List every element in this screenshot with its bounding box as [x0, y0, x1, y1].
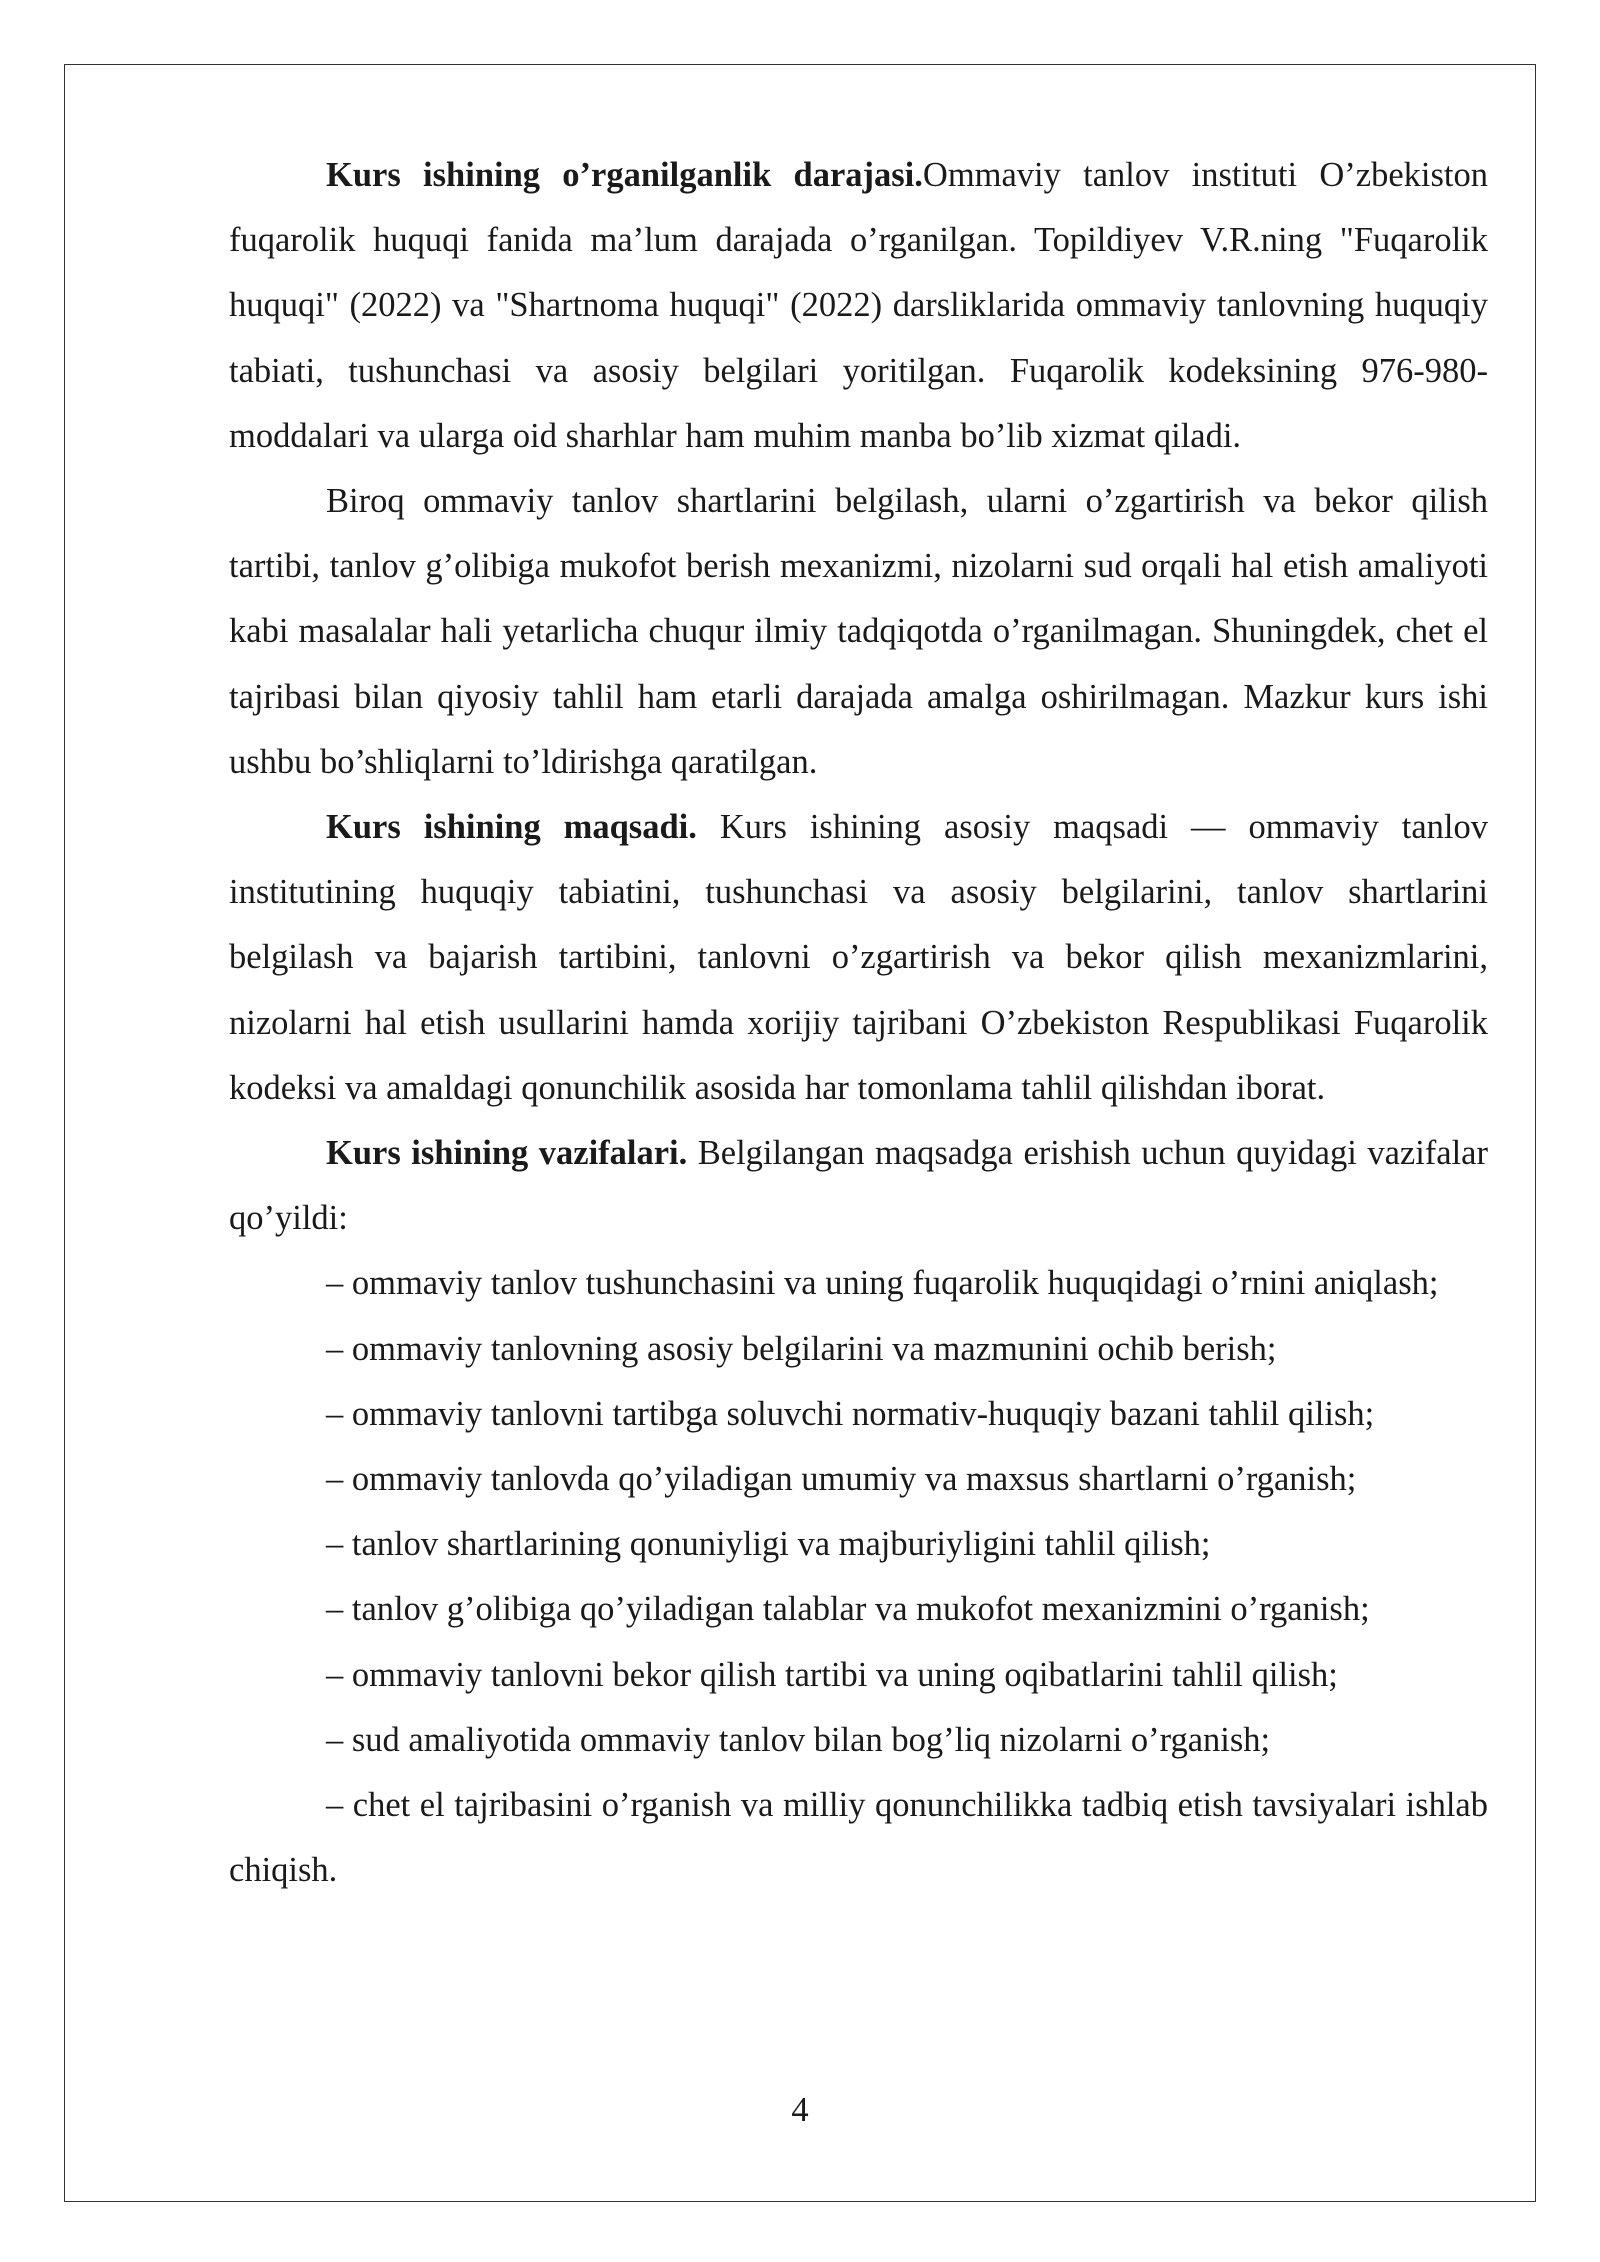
paragraph-study-level: [229, 143, 1488, 469]
paragraph-tasks-intro-text: Belgilangan maqsadga erishish uchun quyidagi vazifalar qo’yildi:: [229, 1134, 1488, 1238]
document-body: [229, 143, 1488, 1903]
paragraph-goal-text: Kurs ishining asosiy maqsadi — ommaviy tanlov institutining huquqiy tabiatini, tushunchasi va asosiy belgilarini, tanlov shartlarini belgilash va bajarish tartibini, tanlovni o’zgartirish va bekor qilish mexanizmlarini, nizolarni hal etish usullarini hamda xorijiy tajribani O’zbekiston Respublikasi Fuqarolik kodeksi va amaldagi qonunchilik asosida har tomonlama tahlil qilishdan iborat.: [229, 808, 1488, 1107]
heading-goal: Kurs ishining maqsadi.: [326, 808, 697, 847]
paragraph-goal: [229, 795, 1488, 1121]
task-item: – ommaviy tanlovni tartibga soluvchi normativ-huquqiy bazani tahlil qilish;: [326, 1394, 1375, 1433]
task-item: – ommaviy tanlov tushunchasini va uning fuqarolik huquqidagi o’rnini aniqlash;: [326, 1264, 1439, 1303]
task-item: – chet el tajribasini o’rganish va milliy qonunchilikka tadbiq etish tavsiyalari ishlab chiqish.: [229, 1786, 1488, 1890]
task-item: – ommaviy tanlovni bekor qilish tartibi va uning oqibatlarini tahlil qilish;: [326, 1655, 1338, 1694]
task-item: – tanlov shartlarining qonuniyligi va majburiyligini tahlil qilish;: [326, 1525, 1211, 1564]
paragraph-tasks-intro: [229, 1121, 1488, 1251]
task-item: – ommaviy tanlovning asosiy belgilarini va mazmunini ochib berish;: [326, 1329, 1277, 1368]
task-item: – ommaviy tanlovda qo’yiladigan umumiy va maxsus shartlarni o’rganish;: [326, 1460, 1357, 1499]
task-item: – sud amaliyotida ommaviy tanlov bilan bog’liq nizolarni o’rganish;: [326, 1720, 1271, 1759]
paragraph-study-level-text: Ommaviy tanlov instituti O’zbekiston fuqarolik huquqi fanida ma’lum darajada o’rganilgan. Topildiyev V.R.ning "Fuqarolik huquqi" (2022) va "Shartnoma huquqi" (2022) darsliklarida ommaviy tanlovning huquqiy tabiati, tushunchasi va asosiy belgilari yoritilgan. Fuqarolik kodeksining 976-980-moddalari va ularga oid sharhlar ham muhim manba bo’lib xizmat qiladi.: [229, 156, 1488, 455]
paragraph-research-gap: [229, 469, 1488, 795]
task-item: – tanlov g’olibiga qo’yiladigan talablar va mukofot mexanizmini o’rganish;: [326, 1590, 1370, 1629]
heading-tasks: Kurs ishining vazifalari.: [326, 1134, 688, 1173]
heading-study-level: Kurs ishining o’rganilganlik darajasi.: [326, 156, 923, 194]
page-number: 4: [791, 2091, 809, 2129]
paragraph-research-gap-text: Biroq ommaviy tanlov shartlarini belgilash, ularni o’zgartirish va bekor qilish tartibi, tanlov g’olibiga mukofot berish mexanizmi, nizolarni sud orqali hal etish amaliyoti kabi masalalar hali yetarlicha chuqur ilmiy tadqiqotda o’rganilmagan. Shuningdek, chet el tajribasi bilan qiyosiy tahlil ham etarli darajada amalga oshirilmagan. Mazkur kurs ishi ushbu bo’shliqlarni to’ldirishga qaratilgan.: [229, 482, 1488, 781]
